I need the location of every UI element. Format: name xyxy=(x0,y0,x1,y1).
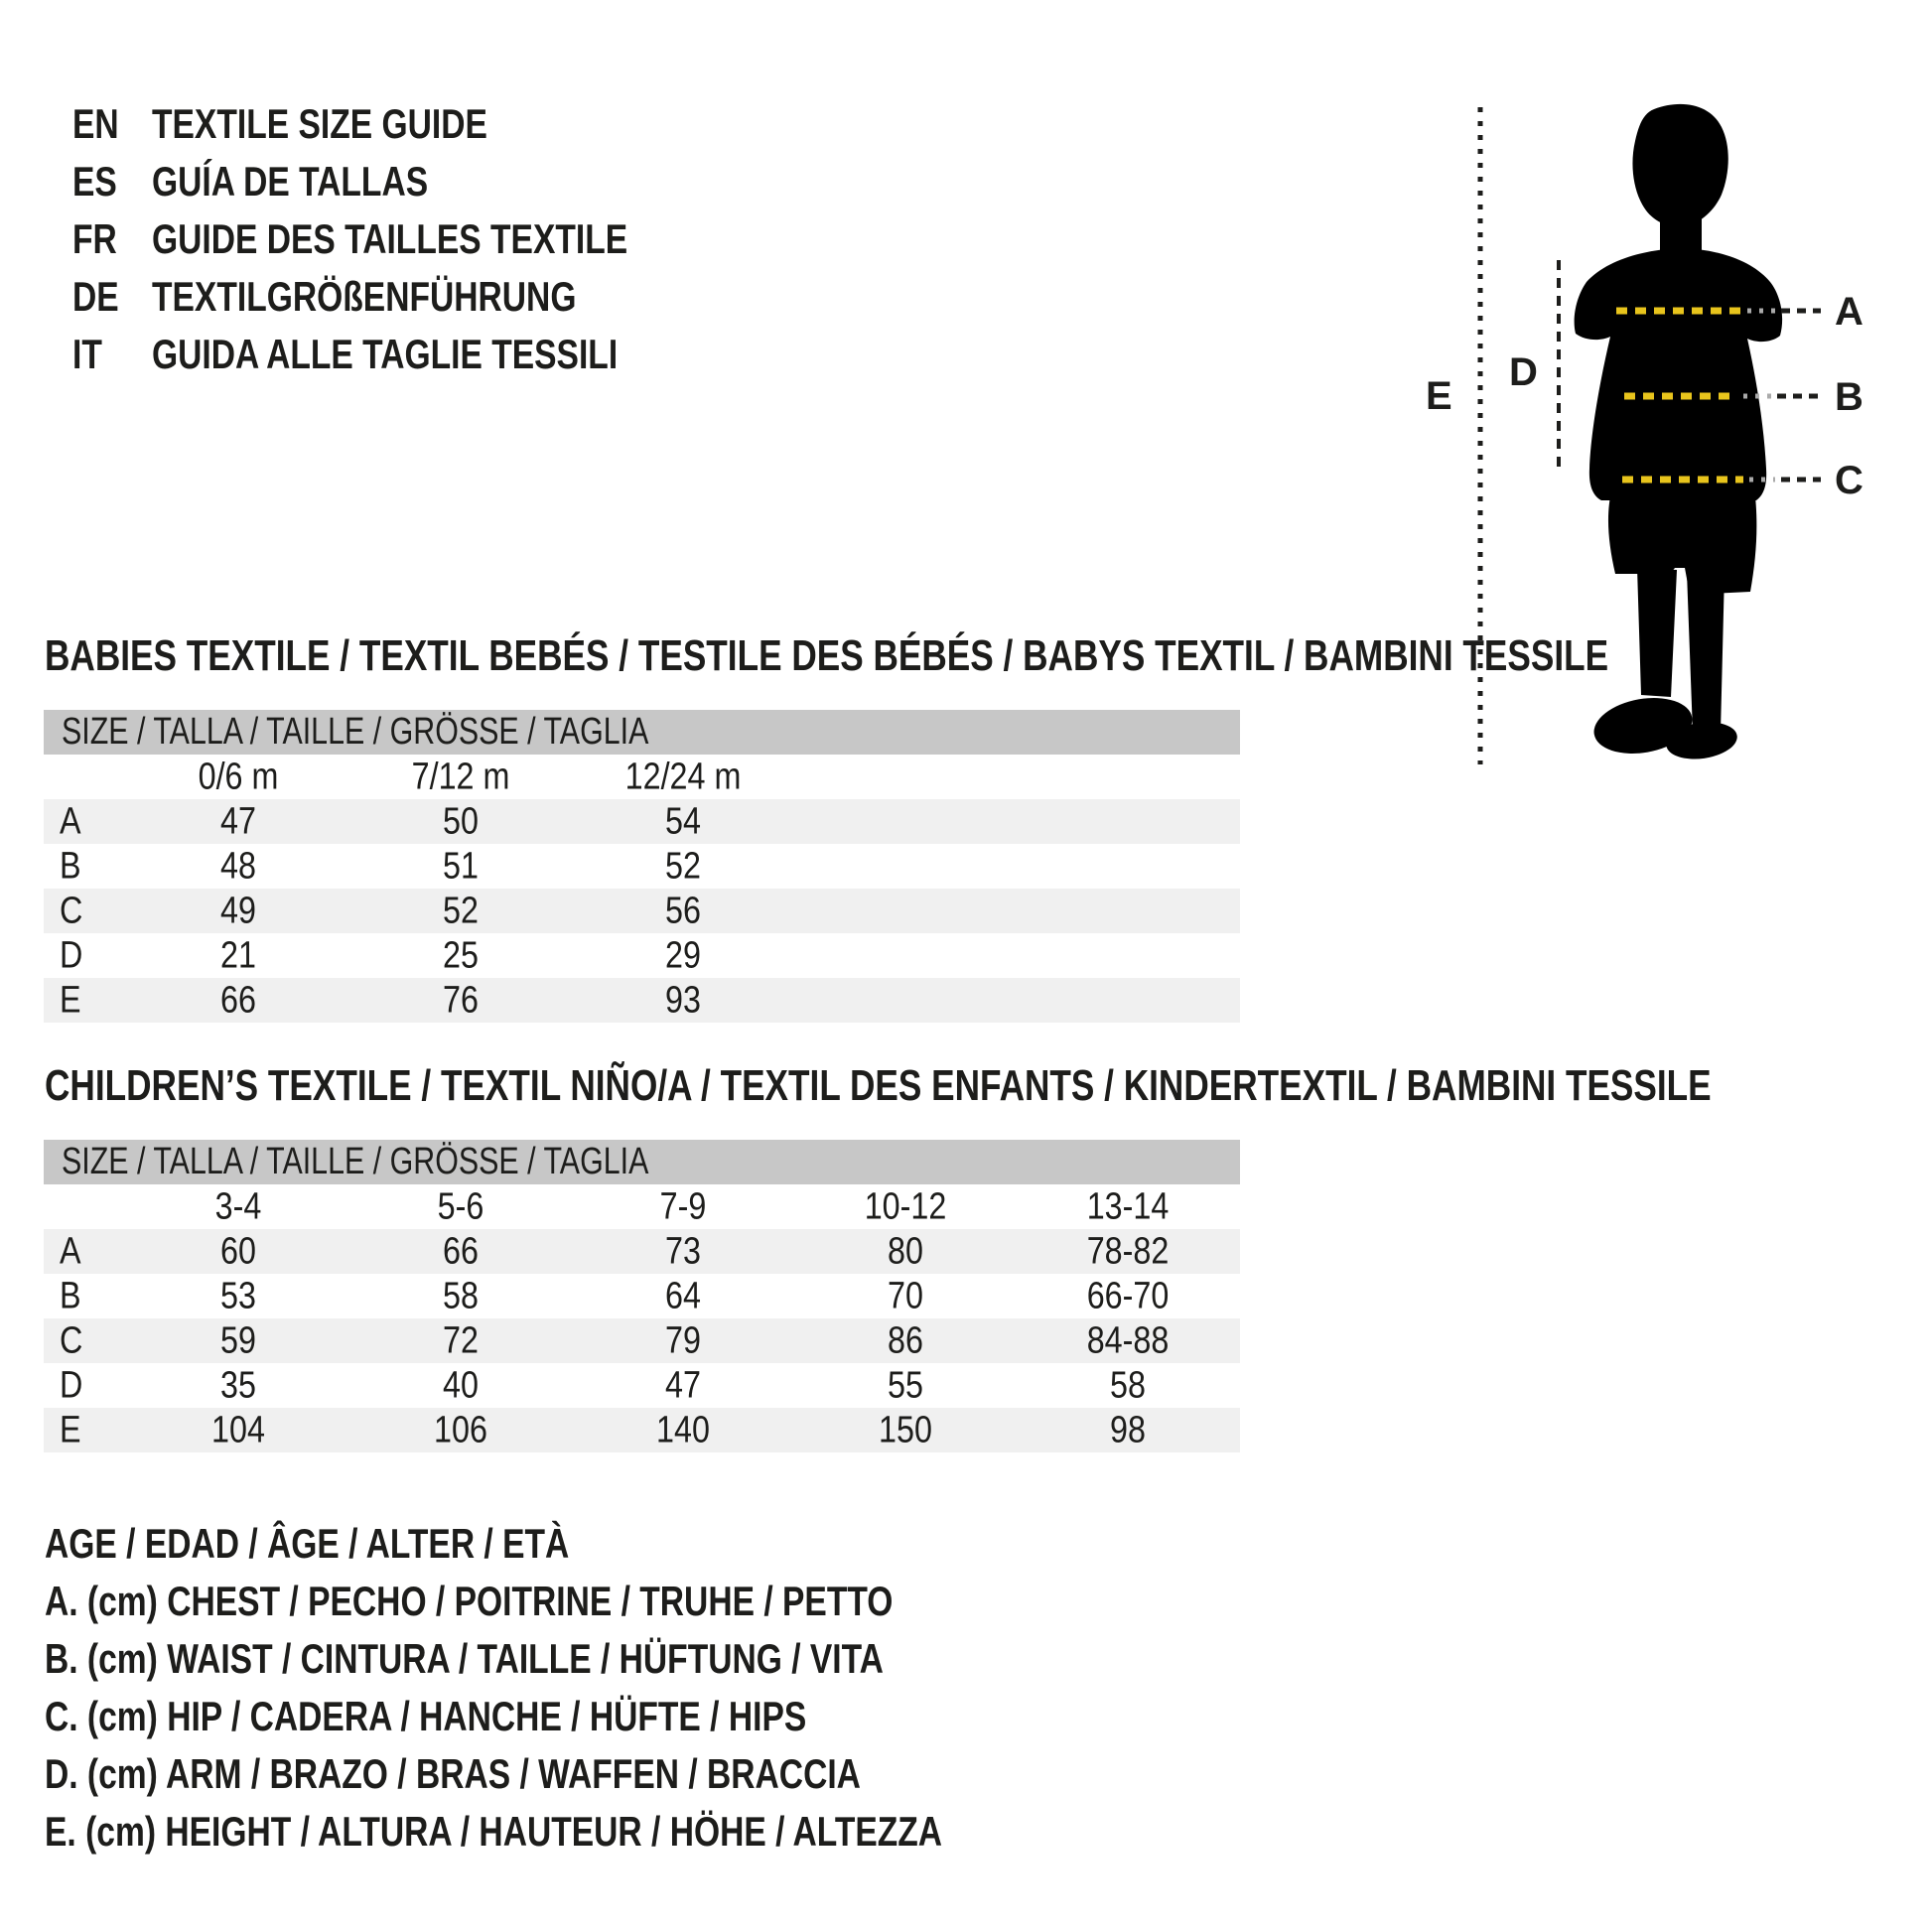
table-cell: 53 xyxy=(220,1275,256,1316)
language-row-es xyxy=(72,153,747,210)
language-title: GUÍA DE TALLAS xyxy=(152,158,429,205)
table-row-a xyxy=(44,799,1240,844)
table-row-e xyxy=(44,1408,1240,1452)
row-label: A xyxy=(60,800,81,842)
table-cell: 140 xyxy=(656,1409,710,1450)
table-cell: 52 xyxy=(665,845,701,887)
column-header: 3-4 xyxy=(214,1185,262,1227)
row-label: A xyxy=(60,1230,81,1272)
row-label: C xyxy=(60,1319,83,1361)
table-cell: 47 xyxy=(665,1364,701,1406)
children-size-table xyxy=(44,1140,1240,1452)
label-b: B xyxy=(1835,375,1863,419)
table-cell: 35 xyxy=(220,1364,256,1406)
table-cell: 78-82 xyxy=(1086,1230,1170,1272)
table-cell: 98 xyxy=(1110,1409,1146,1450)
table-row-d xyxy=(44,933,1240,978)
row-label: B xyxy=(60,1275,81,1316)
table-cell: 76 xyxy=(443,979,479,1021)
row-label: E xyxy=(60,979,81,1021)
table-cell: 73 xyxy=(665,1230,701,1272)
language-row-de xyxy=(72,268,747,326)
table-row-d xyxy=(44,1363,1240,1408)
table-cell: 93 xyxy=(665,979,701,1021)
legend-item-b: B. (cm) WAIST / CINTURA / TAILLE / HÜFTUNG / VITA xyxy=(45,1635,884,1682)
label-e: E xyxy=(1426,374,1452,418)
table-cell: 66 xyxy=(220,979,256,1021)
row-label: D xyxy=(60,934,83,976)
language-title-block xyxy=(72,95,747,383)
babies-size-table xyxy=(44,710,1240,1023)
language-title: GUIDA ALLE TAGLIE TESSILI xyxy=(152,331,619,377)
table-cell: 64 xyxy=(665,1275,701,1316)
table-cell: 86 xyxy=(888,1319,923,1361)
table-cell: 106 xyxy=(434,1409,487,1450)
column-header: 7-9 xyxy=(659,1185,707,1227)
legend-item-e: E. (cm) HEIGHT / ALTURA / HAUTEUR / HÖHE / ALTEZZA xyxy=(45,1808,943,1855)
table-cell: 21 xyxy=(220,934,256,976)
table-cell: 47 xyxy=(220,800,256,842)
table-cell: 58 xyxy=(1110,1364,1146,1406)
table-cell: 80 xyxy=(888,1230,923,1272)
table-row-b xyxy=(44,1274,1240,1318)
table-row-e xyxy=(44,978,1240,1023)
table-cell: 56 xyxy=(665,890,701,931)
table-cell: 150 xyxy=(879,1409,932,1450)
legend-item-d: D. (cm) ARM / BRAZO / BRAS / WAFFEN / BRACCIA xyxy=(45,1750,861,1797)
label-d: D xyxy=(1509,350,1538,394)
language-row-en xyxy=(72,95,747,153)
language-title: GUIDE DES TAILLES TEXTILE xyxy=(152,215,628,262)
table-cell: 66-70 xyxy=(1086,1275,1170,1316)
table-cell: 49 xyxy=(220,890,256,931)
language-row-it xyxy=(72,326,747,383)
language-row-fr xyxy=(72,210,747,268)
language-code: EN xyxy=(72,100,119,147)
language-code: FR xyxy=(72,215,117,262)
table-cell: 58 xyxy=(443,1275,479,1316)
table-cell: 50 xyxy=(443,800,479,842)
language-title: TEXTILE SIZE GUIDE xyxy=(152,100,487,147)
table-cell: 104 xyxy=(211,1409,265,1450)
babies-section-heading: BABIES TEXTILE / TEXTIL BEBÉS / TESTILE DES BÉBÉS / BABYS TEXTIL / BAMBINI TESSILE xyxy=(45,630,1609,680)
table-cell: 54 xyxy=(665,800,701,842)
table-cell: 66 xyxy=(443,1230,479,1272)
table-row-c xyxy=(44,889,1240,933)
babies-size-bar: SIZE / TALLA / TAILLE / GRÖSSE / TAGLIA xyxy=(44,710,1240,755)
measurement-legend xyxy=(45,1515,1167,1861)
legend-item-a: A. (cm) CHEST / PECHO / POITRINE / TRUHE / PETTO xyxy=(45,1578,894,1624)
legend-age-line: AGE / EDAD / ÂGE / ALTER / ETÀ xyxy=(45,1520,570,1567)
table-cell: 48 xyxy=(220,845,256,887)
table-cell: 59 xyxy=(220,1319,256,1361)
column-header: 0/6 m xyxy=(198,756,279,797)
legend-item-c: C. (cm) HIP / CADERA / HANCHE / HÜFTE / HIPS xyxy=(45,1693,807,1739)
table-cell: 72 xyxy=(443,1319,479,1361)
column-header: 7/12 m xyxy=(411,756,510,797)
column-header: 13-14 xyxy=(1086,1185,1170,1227)
table-cell: 84-88 xyxy=(1086,1319,1170,1361)
row-label: C xyxy=(60,890,83,931)
table-cell: 29 xyxy=(665,934,701,976)
row-label: D xyxy=(60,1364,83,1406)
row-label: B xyxy=(60,845,81,887)
label-c: C xyxy=(1835,459,1863,502)
table-cell: 55 xyxy=(888,1364,923,1406)
children-size-bar: SIZE / TALLA / TAILLE / GRÖSSE / TAGLIA xyxy=(44,1140,1240,1184)
table-row-a xyxy=(44,1229,1240,1274)
language-code: DE xyxy=(72,273,119,320)
table-cell: 40 xyxy=(443,1364,479,1406)
label-a: A xyxy=(1835,290,1863,334)
table-cell: 70 xyxy=(888,1275,923,1316)
row-label: E xyxy=(60,1409,81,1450)
language-title: TEXTILGRÖßENFÜHRUNG xyxy=(152,273,577,320)
table-cell: 52 xyxy=(443,890,479,931)
table-cell: 51 xyxy=(443,845,479,887)
column-header: 12/24 m xyxy=(624,756,742,797)
children-section-heading: CHILDREN’S TEXTILE / TEXTIL NIÑO/A / TEXTIL DES ENFANTS / KINDERTEXTIL / BAMBINI TESSILE xyxy=(45,1060,1712,1110)
language-code: ES xyxy=(72,158,117,205)
column-header: 5-6 xyxy=(437,1185,484,1227)
column-header: 10-12 xyxy=(864,1185,947,1227)
table-cell: 60 xyxy=(220,1230,256,1272)
children-column-header-row xyxy=(44,1184,1240,1229)
language-code: IT xyxy=(72,331,102,377)
table-cell: 25 xyxy=(443,934,479,976)
table-cell: 79 xyxy=(665,1319,701,1361)
table-row-c xyxy=(44,1318,1240,1363)
babies-column-header-row xyxy=(44,755,1240,799)
table-row-b xyxy=(44,844,1240,889)
